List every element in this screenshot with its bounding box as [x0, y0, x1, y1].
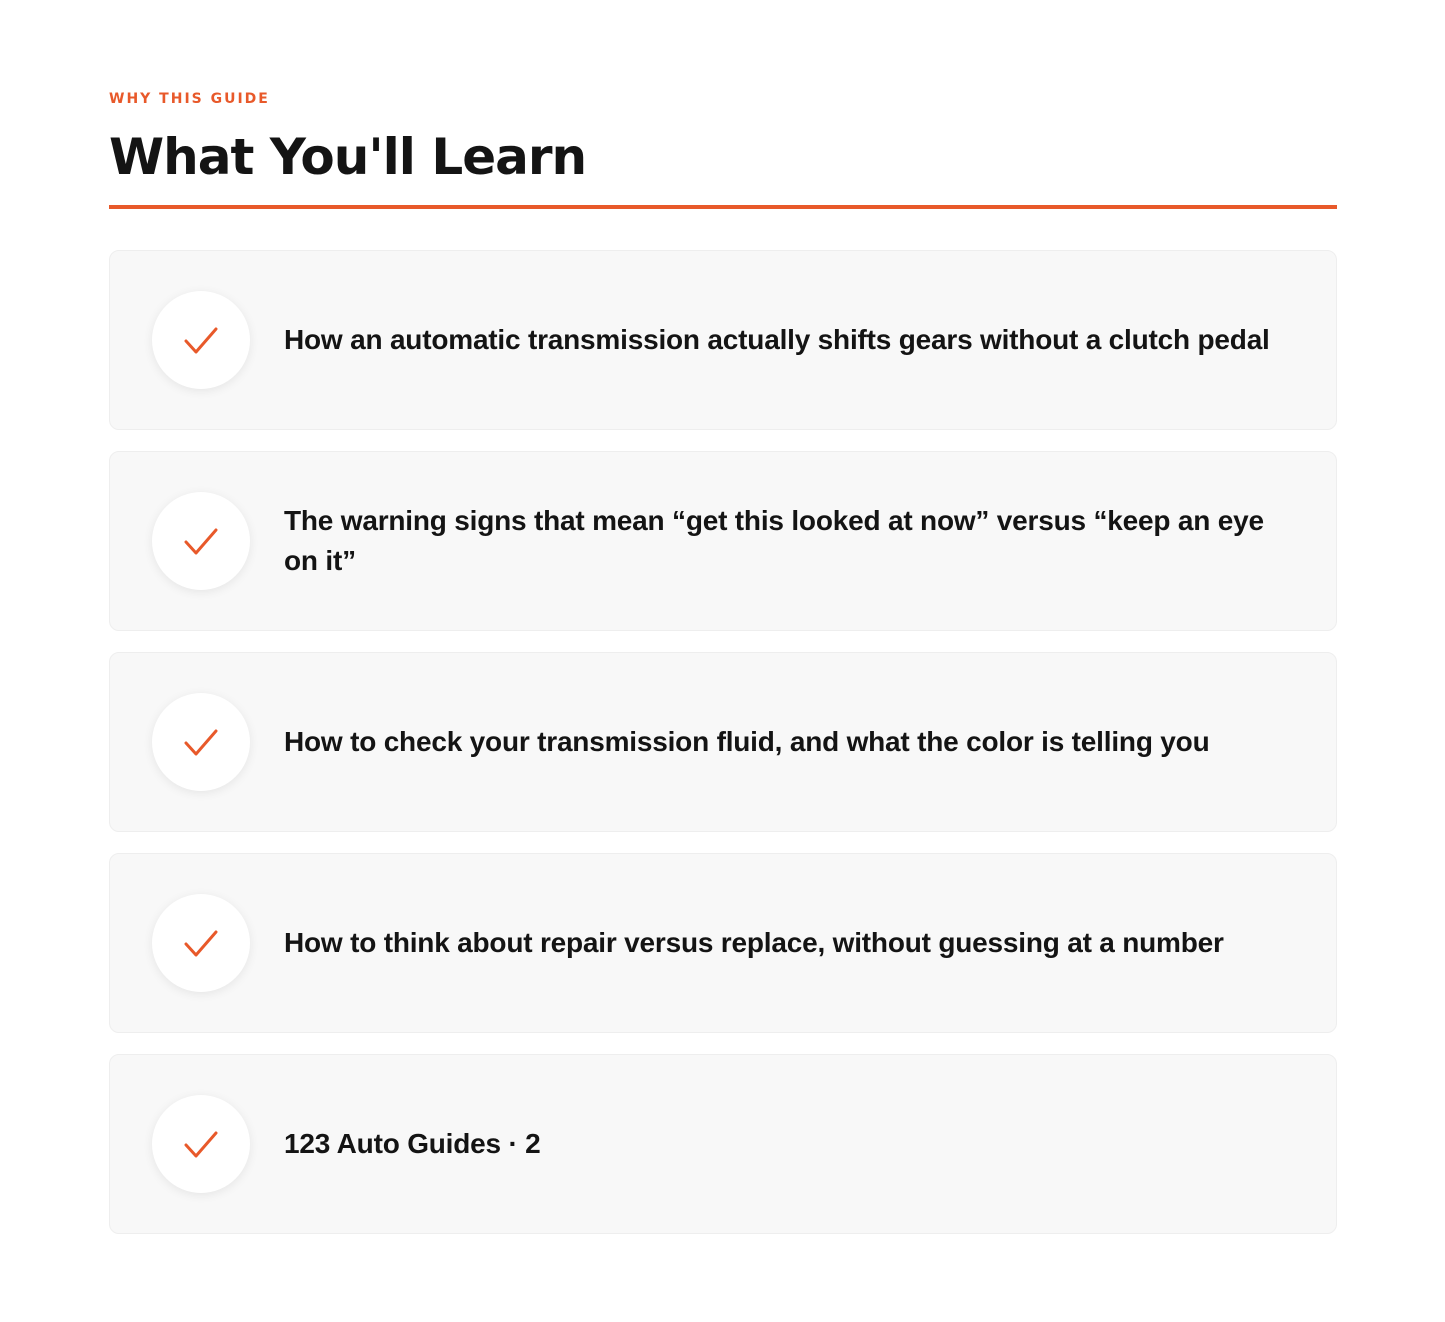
check-icon	[152, 291, 250, 389]
list-item-text: 123 Auto Guides · 2	[284, 1128, 541, 1159]
list-item	[109, 451, 1337, 631]
learning-points-list	[109, 250, 1337, 1255]
list-item	[109, 652, 1337, 832]
section-title: What You'll Learn	[109, 128, 587, 186]
list-item	[109, 1054, 1337, 1234]
check-icon	[152, 894, 250, 992]
list-item-text: How to check your transmission fluid, and what the color is telling you	[284, 726, 1210, 757]
list-item	[109, 250, 1337, 430]
check-icon	[152, 1095, 250, 1193]
title-underline-divider	[109, 205, 1337, 209]
list-item-text: How to think about repair versus replace, without guessing at a number	[284, 927, 1224, 958]
list-item	[109, 853, 1337, 1033]
section-eyebrow: WHY THIS GUIDE	[109, 91, 270, 107]
list-item-text: How an automatic transmission actually shifts gears without a clutch pedal	[284, 324, 1270, 355]
list-item-text: The warning signs that mean “get this looked at now” versus “keep an eye on it”	[284, 505, 1264, 576]
check-icon	[152, 492, 250, 590]
check-icon	[152, 693, 250, 791]
